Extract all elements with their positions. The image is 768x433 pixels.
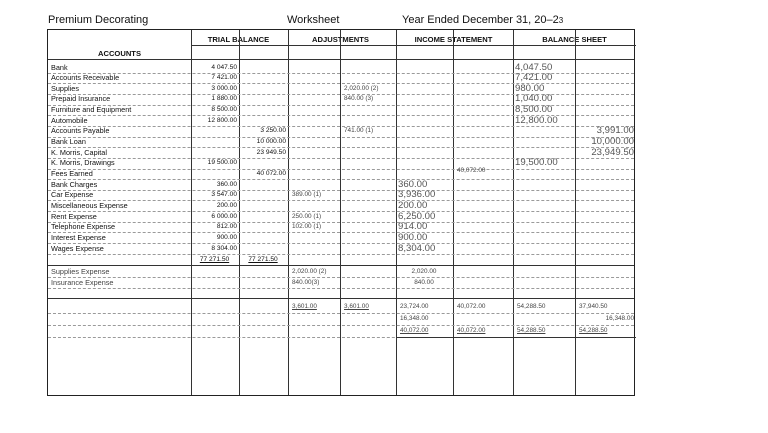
worksheet-title: Worksheet [287, 14, 340, 26]
value-cell: 3 000.00 [211, 84, 237, 92]
worksheet-grid [47, 29, 635, 396]
value-cell: 812.00 [216, 223, 237, 231]
account-name: Accounts Receivable [51, 73, 120, 83]
account-name: Bank [51, 62, 68, 72]
value-cell: 8 304.00 [211, 244, 237, 252]
value-cell: 10,000.00 [591, 136, 634, 148]
account-name: Furniture and Equipment [51, 105, 132, 115]
header-divider [191, 45, 636, 46]
value-cell: 3 250.00 [260, 127, 286, 135]
column-divider [575, 30, 576, 395]
value-cell: 40,072.00 [400, 327, 429, 334]
value-cell: 8,500.00 [515, 104, 553, 116]
header-divider [48, 59, 634, 60]
value-cell: 2,020.00 [411, 268, 437, 276]
row-divider [48, 147, 634, 148]
value-cell: 6,250.00 [398, 210, 436, 222]
balance-sheet-header: BALANCE SHEET [542, 35, 607, 44]
column-divider [513, 30, 514, 395]
row-divider [48, 137, 634, 138]
value-cell: 54,288.50 [579, 327, 608, 334]
value-cell: 840.00(3) [292, 278, 320, 286]
account-name: Rent Expense [51, 211, 97, 221]
row-divider [48, 243, 634, 244]
row-divider [48, 126, 634, 127]
value-cell: 741.00 (1) [344, 127, 374, 135]
row-divider [48, 232, 634, 233]
value-cell: 77 271.50 [199, 255, 230, 263]
value-cell: 1 880.00 [211, 95, 237, 103]
value-cell: 200.00 [398, 199, 428, 211]
value-cell: 40,072.00 [457, 166, 486, 174]
value-cell: 2,020.00 (2) [344, 84, 379, 92]
income-statement-header: INCOME STATEMENT [414, 35, 493, 44]
period-text: Year Ended December 31, 20–2 [402, 14, 559, 26]
trial-balance-header: TRIAL BALANCE [207, 35, 270, 44]
value-cell: 3,601.00 [292, 303, 317, 310]
account-name: K. Morris, Capital [51, 147, 107, 157]
row-divider [48, 277, 634, 278]
value-cell: 10 000.00 [256, 138, 286, 146]
row-divider [48, 313, 634, 314]
value-cell: 40,072.00 [457, 303, 486, 310]
accounts-header: ACCOUNTS [97, 49, 142, 58]
value-cell: 77 271.50 [248, 255, 278, 263]
account-name: Telephone Expense [51, 222, 116, 232]
value-cell: 3,991.00 [596, 125, 634, 137]
account-name: Supplies [51, 83, 79, 93]
value-cell: 54,288.50 [517, 303, 546, 310]
value-cell: 4 047.50 [211, 63, 237, 71]
value-cell: 1,040.00 [515, 93, 553, 105]
value-cell: 7 421.00 [211, 74, 237, 82]
value-cell: 40 072.00 [256, 170, 286, 177]
account-name: Car Expense [51, 190, 94, 200]
account-name: Automobile [51, 115, 88, 125]
row-divider [48, 288, 634, 289]
value-cell: 8 500.00 [211, 106, 237, 114]
account-name: K. Morris, Drawings [51, 158, 115, 168]
account-name: Interest Expense [51, 232, 106, 242]
account-name: Bank Charges [51, 179, 98, 189]
value-cell: 840.00 [414, 278, 434, 286]
row-divider [48, 222, 634, 223]
value-cell: 3 547.00 [211, 191, 237, 199]
value-cell: 914.00 [398, 221, 428, 233]
value-cell: 900.00 [398, 231, 428, 243]
value-cell: 23,949.50 [591, 146, 634, 158]
section-divider [48, 265, 634, 266]
value-cell: 840.00 (3) [344, 95, 374, 103]
value-cell: 200.00 [216, 201, 237, 209]
account-name: Supplies Expense [51, 267, 110, 277]
value-cell: 16,348.00 [400, 315, 429, 322]
value-cell: 12,800.00 [515, 114, 558, 126]
value-cell: 3,601.00 [344, 303, 369, 310]
section-divider [48, 298, 634, 299]
value-cell: 37,940.50 [579, 303, 608, 310]
column-divider [239, 30, 240, 395]
account-name: Wages Expense [51, 243, 104, 253]
account-name: Bank Loan [51, 137, 86, 147]
value-cell: 3,936.00 [398, 189, 436, 201]
column-divider [288, 30, 289, 395]
value-cell: 23,724.00 [400, 303, 429, 310]
value-cell: 6 000.00 [211, 212, 237, 220]
row-divider [48, 200, 634, 201]
bottom-rule [396, 337, 636, 338]
value-cell: 12 800.00 [207, 116, 237, 124]
account-name: Prepaid Insurance [51, 94, 111, 104]
value-cell: 8,304.00 [398, 242, 436, 254]
value-cell: 900.00 [216, 233, 237, 241]
value-cell: 250.00 (1) [292, 212, 322, 220]
row-divider [48, 254, 634, 255]
value-cell: 54,288.50 [517, 327, 546, 334]
row-divider [48, 169, 634, 170]
account-name: Insurance Expense [51, 277, 114, 287]
row-divider [48, 179, 634, 180]
value-cell: 16,348.00 [605, 315, 634, 322]
value-cell: 2,020.00 (2) [292, 268, 327, 276]
value-cell: 7,421.00 [515, 72, 553, 84]
account-name: Accounts Payable [51, 126, 110, 136]
value-cell: 4,047.50 [515, 61, 553, 73]
value-cell: 389.00 (1) [292, 191, 322, 199]
period-label [402, 14, 563, 26]
column-divider [453, 30, 454, 395]
row-divider [48, 190, 634, 191]
company-name: Premium Decorating [48, 14, 149, 26]
value-cell: 40,072.00 [457, 327, 486, 334]
value-cell: 102.00 (1) [292, 223, 322, 231]
value-cell: 360.00 [216, 180, 237, 188]
value-cell: 19 500.00 [207, 159, 237, 167]
row-divider [48, 211, 634, 212]
period-suffix: 3 [558, 16, 564, 25]
value-cell: 19,500.00 [515, 157, 558, 169]
value-cell: 23 949.50 [256, 148, 286, 156]
account-name: Fees Earned [51, 169, 93, 178]
value-cell: 360.00 [398, 178, 428, 190]
value-cell: 980.00 [515, 82, 545, 94]
account-name: Miscellaneous Expense [51, 200, 128, 210]
adjustments-header: ADJUSTMENTS [312, 35, 369, 44]
